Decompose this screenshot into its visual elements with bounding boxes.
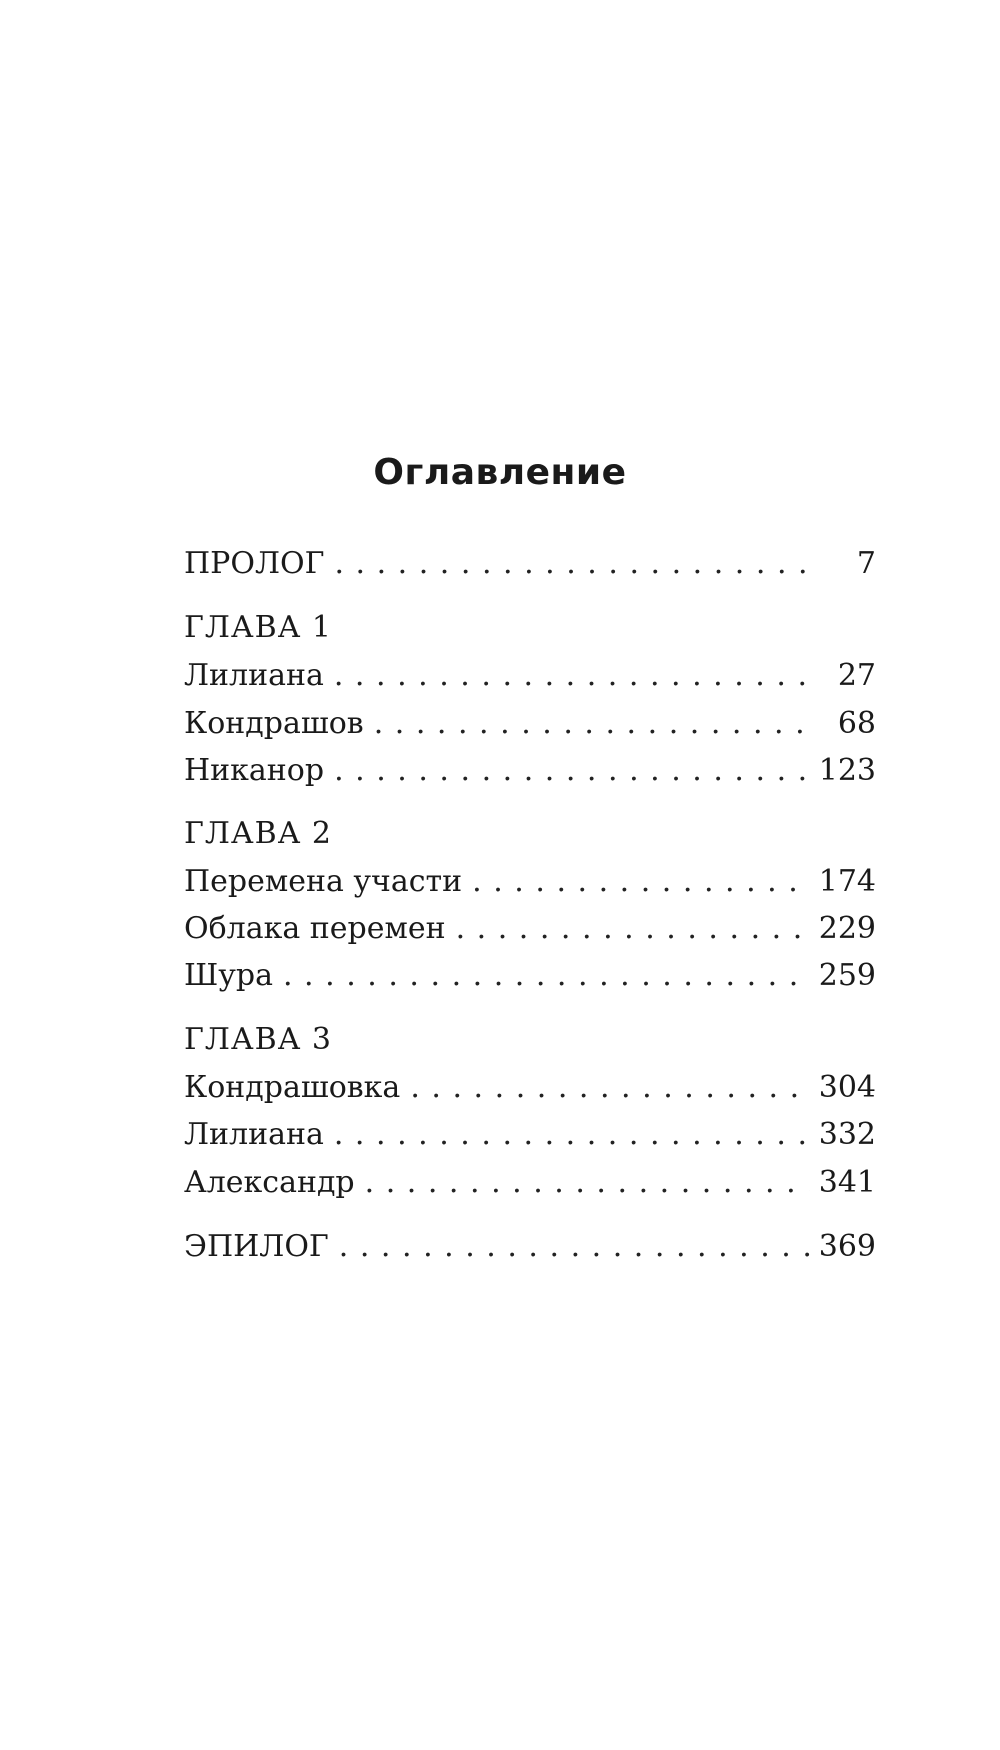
entry-page-number: 332 — [818, 1117, 876, 1152]
entry-label: ЭПИЛОГ — [184, 1229, 329, 1264]
entry-label: Кондрашовка — [184, 1070, 401, 1105]
dot-leader — [374, 702, 810, 746]
dot-leader — [410, 1066, 810, 1110]
entry-label: Облака перемен — [184, 911, 446, 946]
toc-title: Оглавление — [373, 452, 627, 493]
entry-page-number: 341 — [818, 1165, 876, 1200]
toc-entry[interactable] — [184, 1066, 876, 1110]
toc-entry[interactable] — [184, 702, 876, 746]
toc-entry[interactable] — [184, 860, 876, 904]
dot-leader — [472, 860, 810, 904]
entry-page-number: 7 — [856, 546, 876, 581]
entry-page-number: 369 — [818, 1229, 876, 1264]
entry-label: Кондрашов — [184, 706, 364, 741]
toc-entry[interactable] — [184, 954, 876, 998]
dot-leader — [334, 654, 810, 698]
chapter-heading: ГЛАВА 1 — [184, 610, 333, 645]
dot-leader — [456, 907, 810, 951]
entry-page-number: 123 — [818, 753, 876, 788]
toc-entry[interactable] — [184, 654, 876, 698]
dot-leader — [365, 1161, 810, 1205]
entry-page-number: 27 — [837, 658, 876, 693]
entry-page-number: 229 — [818, 911, 876, 946]
entry-page-number: 174 — [818, 864, 876, 899]
dot-leader — [334, 1113, 810, 1157]
entry-page-number: 259 — [818, 958, 876, 993]
entry-label: Лилиана — [184, 658, 324, 693]
entry-label: Лилиана — [184, 1117, 324, 1152]
toc-entry[interactable] — [184, 1161, 876, 1205]
dot-leader — [283, 954, 810, 998]
entry-label: Никанор — [184, 753, 325, 788]
toc-entry[interactable] — [184, 1113, 876, 1157]
entry-label: Шура — [184, 958, 273, 993]
chapter-heading: ГЛАВА 3 — [184, 1022, 333, 1057]
toc-entry[interactable] — [184, 907, 876, 951]
dot-leader — [334, 749, 810, 793]
chapter-heading: ГЛАВА 2 — [184, 816, 333, 851]
toc-entry[interactable] — [184, 749, 876, 793]
dot-leader — [334, 542, 810, 586]
entry-label: Перемена участи — [184, 864, 463, 899]
entry-page-number: 304 — [818, 1070, 876, 1105]
dot-leader — [339, 1225, 810, 1269]
toc-entry-epilogue[interactable] — [184, 1225, 876, 1269]
toc-entry-prologue[interactable] — [184, 542, 876, 586]
entry-page-number: 68 — [837, 706, 876, 741]
entry-label: Александр — [184, 1165, 355, 1200]
entry-label: ПРОЛОГ — [184, 546, 325, 581]
